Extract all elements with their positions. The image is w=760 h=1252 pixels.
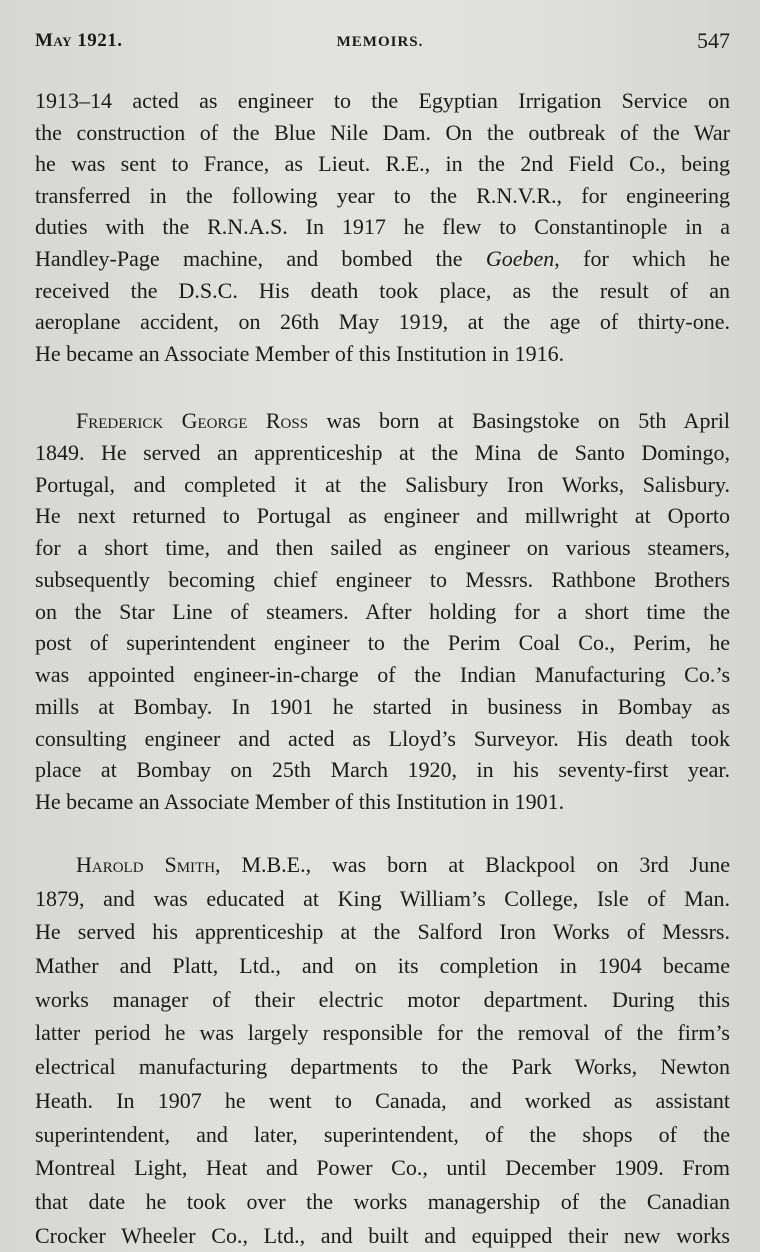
text-segment: mills at Bombay. In 1901 he started in business in Bombay as xyxy=(35,693,730,719)
text-line xyxy=(35,1016,730,1050)
text-segment: Mather and Platt, Ltd., and on its completion in 1904 became xyxy=(35,953,730,979)
text-line xyxy=(35,786,730,818)
text-line xyxy=(35,180,730,212)
text-segment: 1913–14 acted as engineer to the Egyptian Irrigation Service on xyxy=(35,88,730,113)
text-segment: duties with the R.N.A.S. In 1917 he flew to Constantinople in a xyxy=(35,214,730,240)
ship-name: Goeben xyxy=(485,245,555,271)
text-segment: , M.B.E., was born at Blackpool on 3rd June xyxy=(215,852,730,877)
text-segment: latter period he was largely responsible for the removal of the firm’s xyxy=(35,1020,730,1046)
text-line xyxy=(35,915,730,949)
text-line xyxy=(35,85,730,117)
text-segment: subsequently becoming chief engineer to Messrs. Rathbone Brothers xyxy=(35,566,730,592)
text-line xyxy=(35,1151,730,1185)
text-segment: that date he took over the works managership of the Canadian xyxy=(35,1188,730,1214)
text-line xyxy=(35,117,730,149)
text-segment: 1879, and was educated at King William’s College, Isle of Man. xyxy=(35,885,730,911)
text-segment: place at Bombay on 25th March 1920, in his seventy-first year. xyxy=(35,757,730,783)
text-segment: consulting engineer and acted as Lloyd’s Surveyor. His death took xyxy=(35,725,730,751)
person-name: Harold Smith xyxy=(76,852,216,877)
text-segment: 1849. He served an apprenticeship at the Mina de Santo Domingo, xyxy=(35,439,730,465)
text-line xyxy=(35,1050,730,1084)
text-line xyxy=(35,754,730,786)
text-segment: received the D.S.C. His death took place, as the result of an xyxy=(35,277,730,303)
text-line xyxy=(35,148,730,180)
text-line xyxy=(35,1084,730,1118)
text-line xyxy=(35,723,730,755)
text-line xyxy=(35,338,730,370)
text-line xyxy=(35,949,730,983)
text-line xyxy=(35,405,730,437)
text-line xyxy=(35,437,730,469)
text-line xyxy=(35,306,730,338)
text-line xyxy=(35,243,730,275)
text-line xyxy=(35,211,730,243)
memoir-paragraph-frederick-george-ross xyxy=(35,405,730,818)
text-segment: Portugal, and completed it at the Salisbury Iron Works, Salisbury. xyxy=(35,471,730,497)
text-line xyxy=(35,564,730,596)
text-segment: , for which he xyxy=(554,245,730,271)
text-line xyxy=(35,983,730,1017)
text-line xyxy=(35,691,730,723)
text-segment: Heath. In 1907 he went to Canada, and worked as assistant xyxy=(35,1087,730,1113)
text-segment: works manager of their electric motor department. During this xyxy=(35,986,730,1012)
text-segment: for a short time, and then sailed as engineer on various steamers, xyxy=(35,535,730,560)
text-segment: on the Star Line of steamers. After holding for a short time the xyxy=(35,598,730,624)
text-line xyxy=(35,500,730,532)
text-line xyxy=(35,469,730,501)
text-line xyxy=(35,882,730,916)
text-line xyxy=(35,532,730,564)
text-segment: He next returned to Portugal as engineer and millwright at Oporto xyxy=(35,503,730,529)
page-number: 547 xyxy=(697,28,730,53)
text-segment: transferred in the following year to the R.N.V.R., for engineering xyxy=(35,182,730,208)
text-line xyxy=(35,1185,730,1219)
running-header-title: MEMOIRS. xyxy=(336,34,424,50)
text-line xyxy=(35,659,730,691)
text-segment: He became an Associate Member of this Institution in 1916. xyxy=(35,340,565,366)
text-segment: Montreal Light, Heat and Power Co., until December 1909. From xyxy=(35,1155,730,1181)
person-name: Frederick George Ross xyxy=(76,408,309,433)
text-segment: He became an Associate Member of this Institution in 1901. xyxy=(35,789,565,814)
memoir-paragraph-harold-smith xyxy=(35,848,730,1252)
text-line xyxy=(35,627,730,659)
text-segment: the construction of the Blue Nile Dam. On the outbreak of the War xyxy=(35,119,730,145)
memoir-paragraph-1 xyxy=(35,85,730,369)
text-line xyxy=(35,1219,730,1252)
text-segment: Handley-Page machine, and bombed the xyxy=(35,245,486,271)
text-segment: superintendent, and later, superintendent, of the shops of the xyxy=(35,1121,730,1147)
text-segment: electrical manufacturing departments to the Park Works, Newton xyxy=(35,1054,730,1080)
text-line xyxy=(35,596,730,628)
text-segment: He served his apprenticeship at the Salford Iron Works of Messrs. xyxy=(35,919,730,945)
text-line xyxy=(35,275,730,307)
text-segment: Crocker Wheeler Co., Ltd., and built and equipped their new works xyxy=(35,1222,730,1248)
text-line xyxy=(35,1118,730,1152)
text-segment: was appointed engineer-in-charge of the Indian Manufacturing Co.’s xyxy=(35,662,730,687)
text-segment: aeroplane accident, on 26th May 1919, at the age of thirty-one. xyxy=(35,309,730,335)
text-segment: was born at Basingstoke on 5th April xyxy=(308,408,730,433)
text-line xyxy=(35,848,730,882)
text-segment: he was sent to France, as Lieut. R.E., in the 2nd Field Co., being xyxy=(35,151,730,177)
text-segment: post of superintendent engineer to the Perim Coal Co., Perim, he xyxy=(35,630,730,656)
running-header-date: May 1921. xyxy=(35,30,123,51)
